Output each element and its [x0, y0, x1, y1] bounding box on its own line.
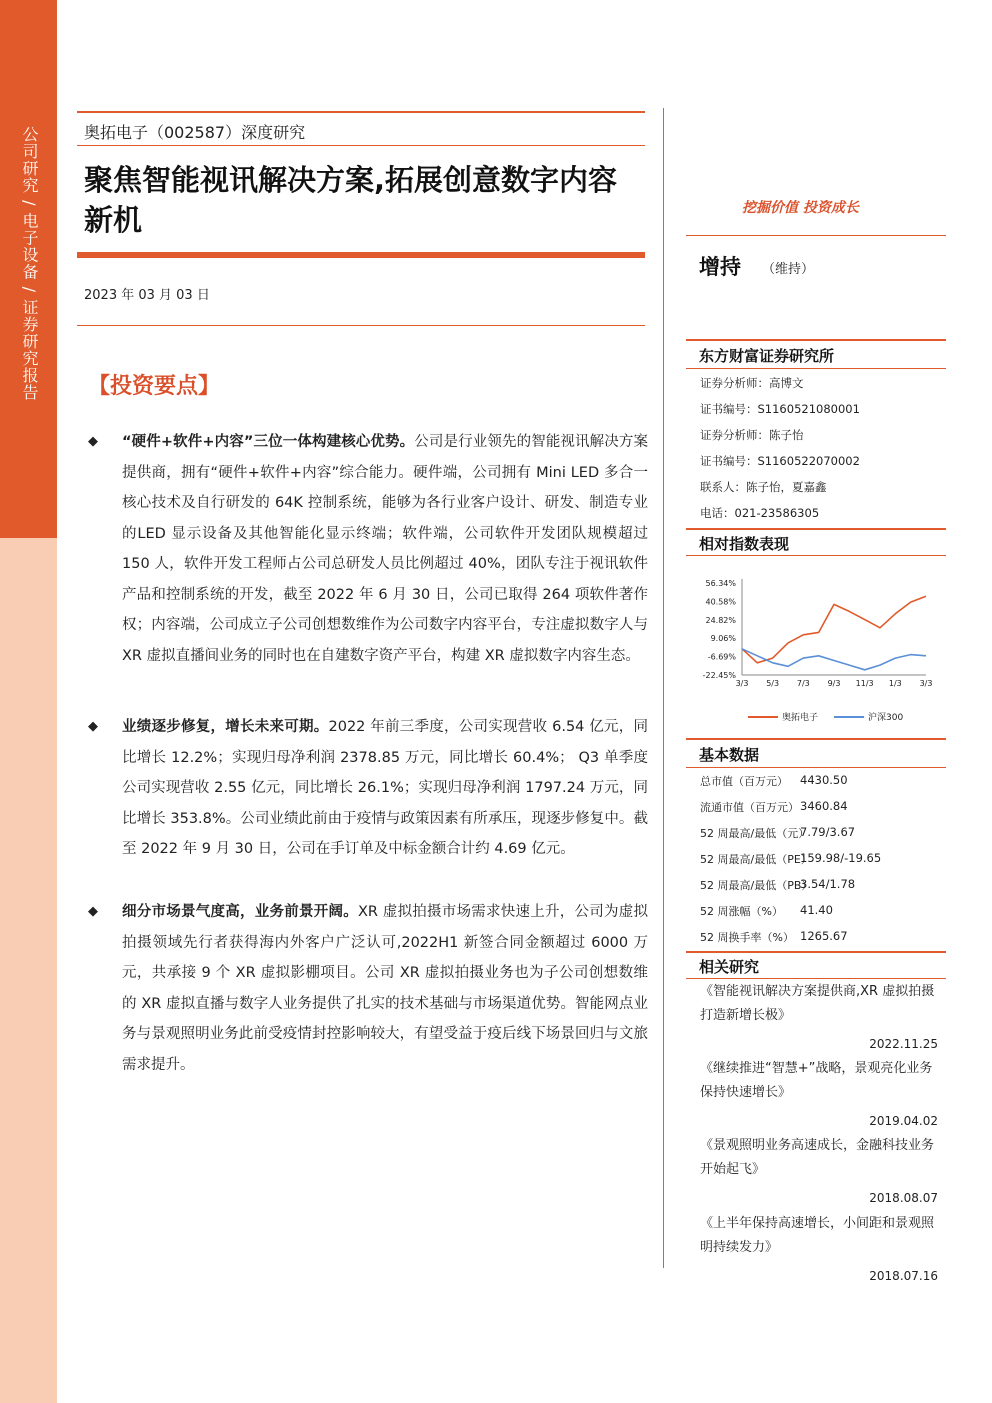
related-report-date: 2018.08.07: [869, 1191, 938, 1205]
research-heading-rule-bottom: [686, 978, 946, 979]
x-tick-label: 5/3: [766, 679, 780, 688]
chart-heading-rule-bottom: [686, 555, 946, 556]
stat-label: 总市值（百万元）: [700, 775, 788, 788]
related-report-title[interactable]: 《上半年保持高速增长，小间距和景观照明持续发力》: [700, 1216, 935, 1255]
legend-label: 奥拓电子: [782, 713, 819, 723]
stat-label: 52 周最高/最低（PE）: [700, 853, 812, 866]
x-tick-label: 3/3: [735, 679, 749, 688]
header-rule-top: [77, 111, 645, 113]
report-date: 2023 年 03 月 03 日: [84, 288, 210, 303]
analyst-info: 证书编号：S1160521080001: [700, 402, 860, 416]
x-tick-label: 1/3: [888, 679, 902, 688]
stat-value: 7.79/3.67: [800, 825, 856, 839]
x-tick-label: 9/3: [827, 679, 841, 688]
y-tick-label: 24.82%: [705, 615, 736, 625]
stats-heading: 基本数据: [699, 746, 760, 764]
key-point-lead: “硬件+软件+内容”三位一体构建核心优势。: [122, 434, 415, 450]
stat-value: 41.40: [800, 903, 833, 917]
x-tick-label: 7/3: [796, 679, 810, 688]
report-title: 聚焦智能视讯解决方案,拓展创意数字内容新机: [84, 163, 618, 237]
stats-heading-rule: [686, 738, 946, 740]
company-tag: 奥拓电子（002587）深度研究: [84, 123, 306, 142]
stat-label: 52 周换手率（%）: [700, 931, 794, 944]
y-tick-label: 40.58%: [705, 597, 736, 607]
y-tick-label: -6.69%: [707, 652, 736, 662]
related-report-title[interactable]: 《智能视讯解决方案提供商,XR 虚拟拍摄打造新增长极》: [700, 984, 935, 1023]
column-divider: [663, 108, 664, 1268]
analyst-info: 证券分析师：陈子怡: [700, 428, 804, 442]
analyst-info: 联系人：陈子怡，夏嘉鑫: [700, 480, 827, 494]
chart-heading: 相对指数表现: [699, 535, 790, 553]
x-tick-label: 11/3: [855, 679, 874, 688]
stat-value: 3460.84: [800, 799, 848, 813]
key-point-2: [88, 712, 648, 865]
stat-value: 4430.50: [800, 773, 848, 787]
related-report-date: 2022.11.25: [869, 1037, 938, 1051]
analyst-info: 电话：021-23586305: [700, 506, 820, 520]
stat-label: 52 周最高/最低（元）: [700, 827, 810, 840]
key-point-lead: 业绩逐步修复，增长未来可期。: [122, 719, 329, 735]
research-heading-rule: [686, 951, 946, 953]
key-point-3: [88, 897, 648, 1080]
key-point-1: [88, 427, 648, 671]
diamond-bullet-icon: ◆: [88, 434, 98, 449]
header-rule-mid: [77, 145, 645, 146]
related-report-date: 2019.04.02: [869, 1114, 938, 1128]
chart-heading-rule: [686, 528, 946, 530]
related-report-date: 2018.07.16: [869, 1269, 938, 1283]
key-point-lead: 细分市场景气度高，业务前景开阔。: [122, 904, 358, 920]
diamond-bullet-icon: ◆: [88, 719, 98, 734]
right-rule: [686, 235, 946, 236]
relative-index-chart: [690, 565, 945, 737]
related-report-title[interactable]: 《继续推进“智慧+”战略，景观亮化业务保持快速增长》: [700, 1061, 933, 1100]
y-tick-label: 9.06%: [710, 634, 736, 644]
key-point-body: XR 虚拟拍摄市场需求快速上升，公司为虚拟拍摄领域先行者获得海内外客户广泛认可,2022H1 新签合同金额超过 6000 万元，共承接 9 个 XR 虚拟影棚项目。公司 XR 虚拟拍摄业务也为子公司创想数维的 XR 虚拟直播与数字人业务提供了扎实的技术基础与市场渠道优势。智能网点业务与景观照明业务此前受疫情封控影响较大，有望受益于疫后线下场景回归与文旅需求提升。: [122, 904, 649, 1073]
slogan: 挖掘价值 投资成长: [742, 200, 859, 216]
key-point-body: 公司是行业领先的智能视讯解决方案提供商，拥有“硬件+软件+内容”综合能力。硬件端，公司拥有 Mini LED 多合一核心技术及自行研发的 64K 控制系统，能够为各行业客户设计、研发、制造专业的LED 显示设备及其他智能化显示终端；软件端，公司软件开发团队规模超过 150 人，软件开发工程师占公司总研发人员比例超过 40%，团队专注于视讯软件产品和控制系统的开发，截至 2022 年 6 月 30 日，公司已取得 264 项软件著作权；内容端，公司成立子公司创想数维作为公司数字内容平台，专注虚拟数字人与 XR 虚拟直播间业务的同时也在自建数字资产平台，构建 XR 虚拟数字内容生态。: [122, 434, 649, 664]
institute-rule: [686, 339, 946, 341]
y-tick-label: -22.45%: [702, 671, 736, 680]
diamond-bullet-icon: ◆: [88, 904, 98, 919]
y-tick-label: 56.34%: [705, 579, 736, 588]
stat-label: 52 周涨幅（%）: [700, 905, 783, 918]
section-heading: 【投资要点】: [88, 374, 221, 399]
key-point-body: 2022 年前三季度，公司实现营收 6.54 亿元，同比增长 12.2%；实现归母净利润 2378.85 万元，同比增长 60.4%； Q3 单季度公司实现营收 2.55 亿元，同比增长 26.1%；实现归母净利润 1797.24 万元，同比增长 353.8%。公司业绩此前由于疫情与政策因素有所承压，现逐步修复中。截至 2022 年 9 月 30 日，公司在手订单及中标金额合计约 4.69 亿元。: [122, 719, 649, 857]
stats-heading-rule-bottom: [686, 767, 946, 768]
analyst-info: 证书编号：S1160522070002: [700, 454, 860, 468]
research-heading: 相关研究: [699, 958, 760, 976]
x-tick-label: 3/3: [919, 679, 933, 688]
sidebar-category-label: 公司研究 / 电子设备 / 证券研究报告: [20, 126, 39, 402]
rating-status: （维持）: [762, 262, 815, 277]
sidebar-lower-bar: [0, 538, 57, 1403]
institute-name: 东方财富证券研究所: [699, 347, 835, 365]
stat-value: 159.98/-19.65: [800, 851, 882, 865]
stat-value: 1265.67: [800, 929, 848, 943]
analyst-info: 证券分析师：高博文: [700, 376, 804, 390]
rating: 增持: [699, 255, 741, 279]
legend-label: 沪深300: [868, 713, 904, 723]
institute-rule-bottom: [686, 368, 946, 369]
related-report-title[interactable]: 《景观照明业务高速成长，金融科技业务开始起飞》: [700, 1138, 935, 1177]
stat-label: 52 周最高/最低（PB）: [700, 879, 813, 892]
series-line: [742, 596, 926, 663]
stat-label: 流通市值（百万元）: [700, 801, 799, 814]
header-rule-bottom: [77, 325, 645, 326]
header-rule-thick: [77, 252, 645, 258]
stat-value: 3.54/1.78: [800, 877, 856, 891]
